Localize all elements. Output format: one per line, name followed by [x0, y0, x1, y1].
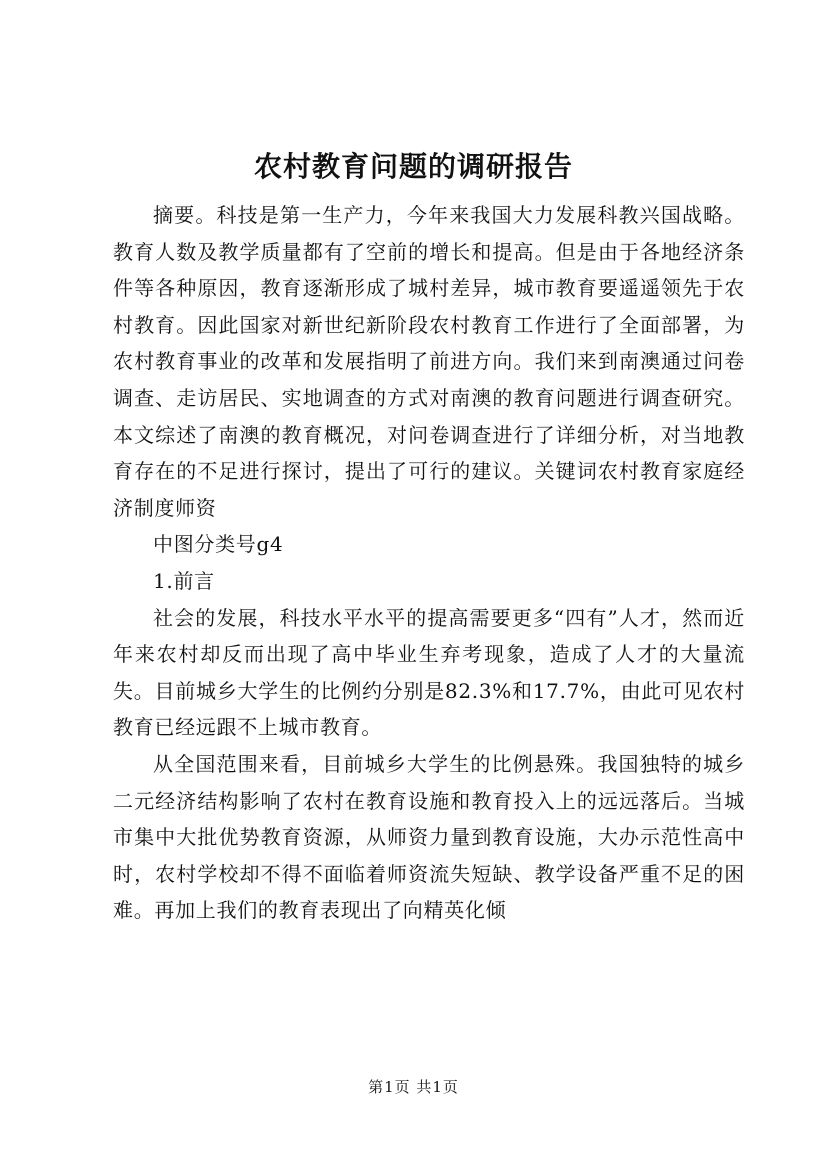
body-paragraph: 从全国范围来看，目前城乡大学生的比例悬殊。我国独特的城乡二元经济结构影响了农村在教育设施和教育投入上的远远落后。当城市集中大批优势教育资源，从师资力量到教育设施，大办示范性高中时，农村学校却不得不面临着师资流失短缺、教学设备严重不足的困难。再加上我们的教育表现出了向精英化倾 [113, 751, 745, 923]
abstract-paragraph: 摘要。科技是第一生产力，今年来我国大力发展科教兴国战略。教育人数及教学质量都有了空前的增长和提高。但是由于各地经济条件等各种原因，教育逐渐形成了城村差异，城市教育要遥遥领先于农村教育。因此国家对新世纪新阶段农村教育工作进行了全面部署，为农村教育事业的改革和发展指明了前进方向。我们来到南澳通过问卷调查、走访居民、实地调查的方式对南澳的教育问题进行调查研究。本文综述了南澳的教育概况，对问卷调查进行了详细分析，对当地教育存在的不足进行探讨，提出了可行的建议。关键词农村教育家庭经济制度师资 [113, 203, 745, 520]
classification-number: 中图分类号g4 [153, 532, 284, 557]
document-title: 农村教育问题的调研报告 [253, 150, 573, 183]
body-paragraph: 社会的发展，科技水平水平的提高需要更多“四有”人才，然而近年来农村却反而出现了高中毕业生弃考现象，造成了人才的大量流失。目前城乡大学生的比例约分别是82.3%和17.7%，由此可见农村教育已经远跟不上城市教育。 [113, 605, 745, 740]
page-footer: 第1页 共1页 [368, 1078, 459, 1096]
section-heading-preface: 1.前言 [153, 568, 215, 593]
document-body [113, 197, 745, 929]
